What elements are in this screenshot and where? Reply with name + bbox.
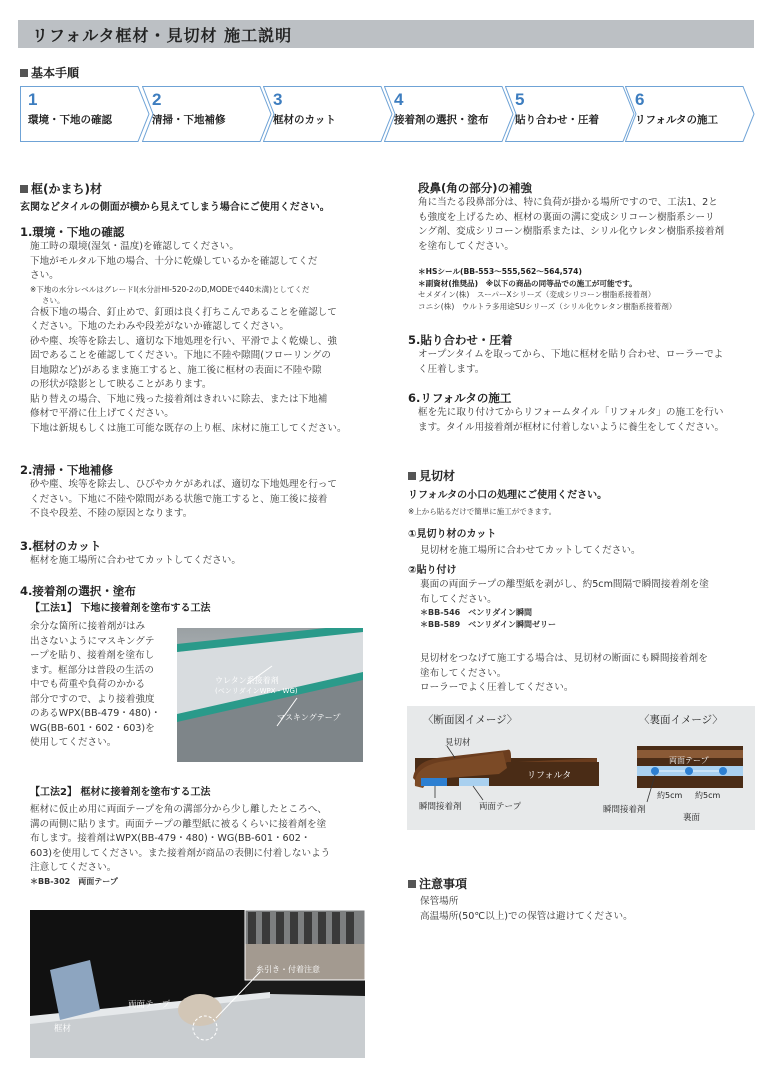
text-line: さい。 — [30, 270, 59, 281]
caution-text — [420, 895, 765, 924]
method1-text — [30, 620, 175, 751]
text-line: オープンタイムを取ってから、下地に框材を貼り合わせ、ローラーでよ — [418, 349, 724, 360]
step-label: 接着剤の選択・塗布 — [394, 114, 489, 126]
photo-label-text: (ベンリダインWPX・WG) — [215, 687, 298, 695]
mk1-title: ①見切り材のカット — [408, 529, 497, 540]
photo-label: 糸引き・付着注意 — [256, 965, 320, 974]
text-line: を塗布してください。 — [418, 240, 514, 252]
text-line: 裏面の両面テープの離型紙を剥がし、約5cm間隔で瞬間接着剤を塗 — [420, 579, 709, 590]
s6-text — [418, 406, 763, 435]
diagram-label-reforta: リフォルタ — [527, 771, 572, 781]
mk3-text — [420, 652, 765, 696]
text-line: 修材で平滑に仕上げてください。 — [30, 408, 174, 419]
text-line: 砂や塵、埃等を除去し、ひびやカケがあれば、適切な下地処理を行って — [30, 479, 337, 490]
s6-title: 6.リフォルタの施工 — [408, 391, 512, 405]
caution-heading: 注意事項 — [408, 875, 467, 892]
kamachi-intro: 玄関などタイルの側面が横から見えてしまう場合にご使用ください。 — [20, 202, 330, 213]
step-2 — [142, 86, 272, 142]
text-note: さい。 — [42, 295, 65, 305]
diagram-label-glue: 瞬間接着剤 — [419, 802, 462, 812]
text-line: 見切材をつなげて施工する場合は、見切材の断面にも瞬間接着剤を — [420, 653, 708, 664]
diagram-left-title: 〈断面図イメージ〉 — [423, 714, 518, 726]
text-line: ます。框部分は普段の生活の — [30, 664, 154, 676]
diagram-label-gap: 約5cm — [657, 791, 683, 800]
text-note: ＊BB-546 ベンリダイン瞬間 — [420, 608, 533, 617]
text-line: く圧着します。 — [418, 363, 485, 375]
mikiri-heading: 見切材 — [408, 467, 455, 484]
step-number: 5 — [515, 90, 525, 109]
text-note: ＊BB-589 ベンリダイン瞬間ゼリー — [420, 620, 557, 629]
text-line: 施工時の環境(湿気・温度)を確認してください。 — [30, 241, 239, 252]
basic-steps-heading: 基本手順 — [20, 64, 79, 81]
text-line: も強度を上げるため、框材の裏面の溝に変成シリコーン樹脂系シーリ — [418, 211, 715, 223]
text-line: 余分な箇所に接着剤がはみ — [30, 621, 146, 632]
text-line: 框材を施工場所に合わせてカットしてください。 — [30, 555, 241, 566]
nose-text — [418, 196, 763, 254]
text-line: 不良や段差、不陸の原因となります。 — [30, 508, 193, 519]
text-line: 砂や塵、埃等を除去し、適切な下地処理を行い、平滑でよく乾燥し、強 — [30, 335, 337, 347]
step-label: 框材のカット — [273, 114, 336, 126]
step-number: 6 — [635, 90, 645, 109]
text-line: ング剤、変成シリコーン樹脂系または、シリル化ウレタン樹脂系接着剤 — [418, 226, 725, 237]
text-line: 603)を使用してください。また接着剤が商品の表側に付着しないよう — [30, 847, 331, 859]
text-line: 高温場所(50℃以上)での保管は避けてください。 — [420, 910, 633, 922]
text-note: ＊BB-302 両面テープ — [30, 876, 118, 886]
step-number: 4 — [394, 90, 404, 109]
step-label: 貼り合わせ・圧着 — [515, 114, 599, 126]
text-line: 保管場所 — [420, 896, 459, 907]
text-line: 下地は新規もしくは施工可能な既存の上り框、床材に施工してください。 — [30, 422, 347, 434]
diagram-label-back: 裏面 — [683, 813, 701, 823]
diagram-label-mikiri: 見切材 — [445, 738, 471, 748]
text-line: の形状が陰影として映ることがあります。 — [30, 379, 212, 390]
text-note: コニシ(株) ウルトラ多用途SUシリーズ（シリル化ウレタン樹脂系接着剤） — [418, 301, 677, 311]
step-4 — [384, 86, 514, 142]
text-line: 布します。接着剤はWPX(BB-479・480)・WG(BB-601・602・ — [30, 833, 311, 844]
step-flow — [20, 86, 755, 142]
method2-text — [30, 803, 370, 888]
s5-title: 5.貼り合わせ・圧着 — [408, 333, 513, 347]
photo-label: マスキングテープ — [277, 713, 341, 722]
step-number: 2 — [152, 90, 162, 109]
text-line: 使用してください。 — [30, 737, 117, 748]
text-line: WG(BB-601・602・603)を — [30, 722, 155, 734]
method2-title: 【工法2】 框材に接着剤を塗布する工法 — [30, 787, 211, 798]
nose-notes — [418, 266, 763, 312]
text-line: ープを貼り、接着剤を塗布し — [30, 650, 155, 661]
page-title: リフォルタ框材・見切材 施工説明 — [32, 26, 293, 45]
kamachi-s1-title: 1.環境・下地の確認 — [20, 225, 125, 239]
step-1 — [20, 86, 150, 142]
text-line: 合板下地の場合、釘止めで、釘頭は良く打ちこんであることを確認して — [30, 306, 337, 318]
step-label: 清掃・下地補修 — [152, 114, 226, 126]
text-line: 塗布してください。 — [420, 667, 507, 679]
text-line: 固であることを確認してください。下地に不陸や隙間(フローリングの — [30, 350, 331, 361]
diagram-label-tape: 両面テープ — [479, 802, 522, 812]
text-line: 溝の両側に貼ります。両面テープの離型紙に被るくらいに接着剤を塗 — [30, 818, 327, 830]
text-line: 框材に仮止め用に両面テープを角の溝部分から少し離したところへ、 — [30, 804, 327, 815]
text-line: 下地がモルタル下地の場合、十分に乾燥しているかを確認してくだ — [30, 255, 318, 267]
step-label: リフォルタの施工 — [635, 114, 719, 126]
text-line: 布してください。 — [420, 593, 497, 605]
photo-label: 両面テープ — [128, 1000, 171, 1010]
text-note: ※下地の水分レベルはグレードⅠ(水分計HI-520-2のD,MODEで440未満)としてくだ — [30, 284, 310, 294]
method2-photo — [30, 910, 365, 1058]
kamachi-s2-text — [30, 478, 370, 522]
photo-label-text: ウレタン系接着剤 — [215, 676, 279, 685]
mk2-text — [420, 578, 765, 631]
text-line: 貼り替えの場合、下地に残った接着剤はきれいに除去、または下地補 — [30, 393, 328, 405]
kamachi-s1-text — [30, 240, 370, 436]
method1-title: 【工法1】 下地に接着剤を塗布する工法 — [30, 603, 211, 614]
kamachi-s2-title: 2.清掃・下地補修 — [20, 463, 113, 477]
step-5 — [505, 86, 635, 142]
text-note: セメダイン(株) スーパーXシリーズ（変成シリコーン樹脂系接着剤） — [418, 290, 656, 299]
step-3 — [263, 86, 393, 142]
photo-label — [215, 676, 298, 696]
text-line: 框を先に取り付けてからリフォームタイル「リフォルタ」の施工を行い — [418, 407, 724, 418]
text-line: 出さないようにマスキングテ — [30, 635, 155, 647]
kamachi-s4-title: 4.接着剤の選択・塗布 — [20, 584, 136, 598]
text-line: ください。下地に不陸や隙間がある状態で施工すると、施工後に接着 — [30, 493, 328, 505]
step-number: 3 — [273, 90, 283, 109]
text-line: 部分ですので、より接着強度 — [30, 693, 155, 705]
photo-label: 框材 — [54, 1024, 72, 1034]
diagram-right-title: 〈裏面イメージ〉 — [639, 714, 723, 726]
text-line: 目地隙など)があるまま施工すると、施工後に框材の表面に不陸や隙 — [30, 364, 322, 376]
diagram-label-gap: 約5cm — [695, 791, 721, 800]
text-line: ください。下地のたわみや段差がないか確認してください。 — [30, 321, 290, 332]
step-6 — [625, 86, 755, 142]
step-number: 1 — [28, 90, 38, 109]
cross-section-diagram — [407, 706, 755, 830]
mk1-text — [420, 544, 641, 559]
method1-photo — [177, 628, 363, 762]
title-bar — [18, 20, 754, 48]
kamachi-heading: 框(かまち)材 — [20, 180, 102, 197]
text-note: ＊HSシール(BB-553～555,562～564,574) — [418, 267, 582, 276]
text-note: ＊副資材(推奨品) ※以下の商品の同等品での施工が可能です。 — [418, 278, 637, 288]
mikiri-sub: ※上から貼るだけで簡単に施工ができます。 — [408, 507, 557, 516]
text-line: 注意してください。 — [30, 862, 117, 873]
mk2-title: ②貼り付け — [408, 565, 457, 576]
text-line: ます。タイル用接着剤が框材に付着しないように養生をしてください。 — [418, 421, 725, 433]
step-label: 環境・下地の確認 — [28, 114, 112, 126]
nose-title: 段鼻(角の部分)の補強 — [418, 181, 533, 195]
text-line: 中でも荷重や負荷のかかる — [30, 679, 146, 690]
s5-text — [418, 348, 763, 377]
text-line: 見切材を施工場所に合わせてカットしてください。 — [420, 545, 641, 556]
text-line: ローラーでよく圧着してください。 — [420, 682, 574, 693]
mikiri-intro: リフォルタの小口の処理にご使用ください。 — [408, 490, 608, 501]
text-line: のあるWPX(BB-479・480)・ — [30, 708, 161, 719]
text-line: 角に当たる段鼻部分は、特に負荷が掛かる場所ですので、工法1、2と — [418, 197, 718, 208]
diagram-label-tape2: 両面テープ — [669, 756, 709, 765]
kamachi-s3-text — [30, 554, 241, 569]
diagram-label-glue2: 瞬間接着剤 — [603, 805, 646, 815]
kamachi-s3-title: 3.框材のカット — [20, 539, 102, 553]
